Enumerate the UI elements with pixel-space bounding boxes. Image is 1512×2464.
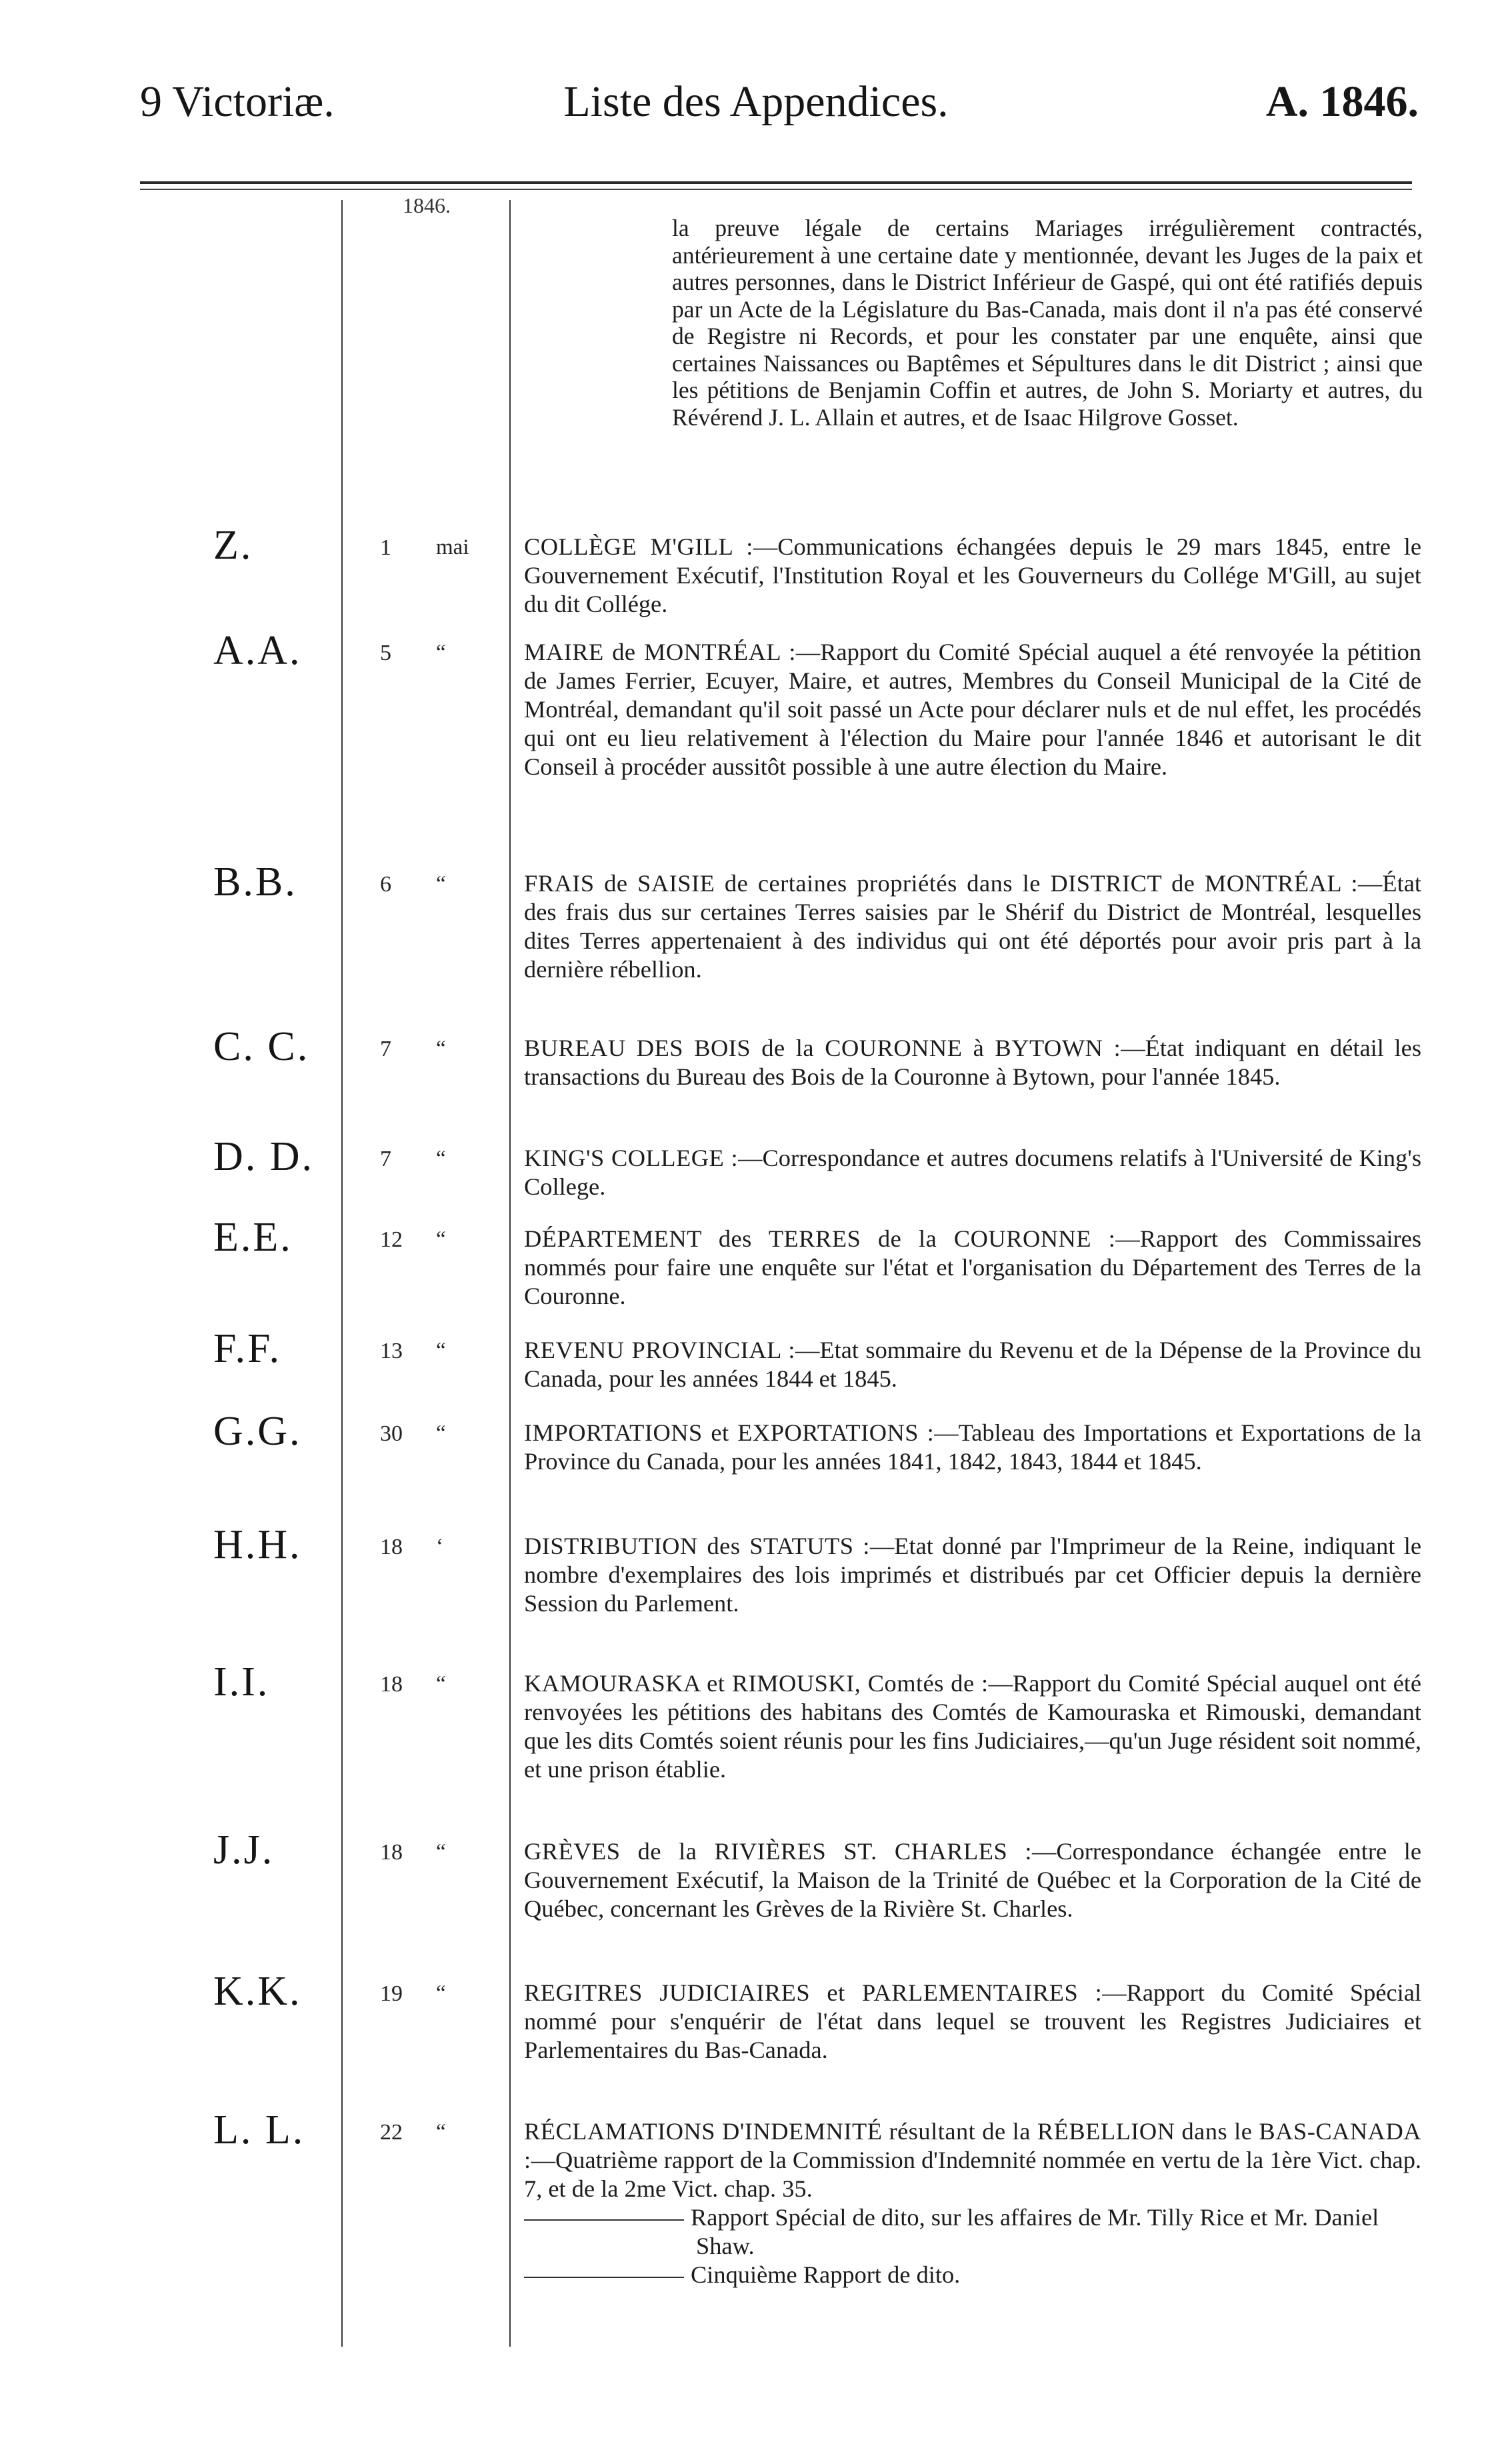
appendix-label: Z.	[213, 523, 253, 568]
running-header-title: Liste des Appendices.	[563, 77, 949, 126]
entry-title: RÉCLAMATIONS D'INDEMNITÉ résultant de la RÉBELLION dans le BAS-CANADA :	[524, 2118, 1421, 2173]
ditto-rule	[524, 2219, 684, 2221]
appendix-label: D. D.	[213, 1134, 315, 1179]
year-column-label: 1846.	[403, 193, 451, 217]
entry-body	[524, 1669, 1421, 1784]
entry-month: “	[436, 1981, 446, 2005]
appendix-label: L. L.	[213, 2107, 305, 2153]
entry-body	[524, 869, 1421, 984]
entry-title: DISTRIBUTION des STATUTS :	[524, 1533, 870, 1559]
ditto-rule	[524, 2277, 684, 2278]
entry-month: “	[436, 1037, 446, 1061]
entry-text: —Communications échangées depuis le 29 mars 1845, entre le Gouvernement Exécutif, l'Institution Royal et les Gouverneurs du Collége M'Gill, au sujet du dit Collége.	[524, 533, 1421, 617]
entry-month: “	[436, 1339, 446, 1363]
entry-day: 22	[380, 2120, 403, 2145]
entry-body	[524, 1144, 1421, 1201]
header-rule-thin	[140, 189, 1412, 190]
entry-text: —Rapport du Comité Spécial nommé pour s'enquérir de l'état dans lequel se trouvent les Registres Judiciaires et Parlementaires du Bas-Canada.	[524, 1979, 1421, 2063]
entry-title: KAMOURASKA et RIMOUSKI, Comtés de :	[524, 1670, 989, 1697]
entry-title: KING'S COLLEGE :	[524, 1145, 739, 1171]
column-divider-left	[341, 200, 343, 2347]
entry-text: —Tableau des Importations et Exportations de la Province du Canada, pour les années 1841, 1842, 1843, 1844 et 1845.	[524, 1419, 1421, 1475]
entry-day: 19	[380, 1981, 403, 2006]
entry-month: “	[436, 641, 446, 665]
entry-text: —Correspondance et autres documens relatifs à l'Université de King's College.	[524, 1145, 1421, 1200]
appendix-label: B.B.	[213, 859, 297, 905]
entry-body	[524, 1336, 1421, 1393]
entry-text: —Etat donné par l'Imprimeur de la Reine, indiquant le nombre d'exemplaires des lois imprimés et distribués par cet Officier depuis la dernière Session du Parlement.	[524, 1533, 1421, 1617]
entry-month: “	[436, 1147, 446, 1171]
entry-day: 7	[380, 1037, 391, 1061]
entry-body	[524, 1837, 1421, 1923]
entry-title: REVENU PROVINCIAL :	[524, 1337, 796, 1363]
entry-text: —Rapport du Comité Spécial auquel a été renvoyée la pétition de James Ferrier, Ecuyer, Maire, et autres, Membres du Conseil Municipal de la Cité de Montréal, demandant qu'il soit passé un Acte pour déclarer nuls et de nul effet, les procédés qui ont eu lieu relativement à l'élection du Maire pour l'année 1846 et autorisant le dit Conseil à procéder aussitôt possible à une autre élection du Maire.	[524, 639, 1421, 780]
appendix-label: G.G.	[213, 1409, 302, 1454]
appendix-label: K.K.	[213, 1969, 302, 2014]
sub-item-text: Cinquième Rapport de dito.	[691, 2261, 961, 2288]
entry-month: “	[436, 2120, 446, 2144]
entry-day: 6	[380, 872, 391, 897]
entry-title: IMPORTATIONS et EXPORTATIONS :	[524, 1419, 935, 1446]
entry-body	[524, 533, 1421, 619]
entry-text: —Etat sommaire du Revenu et de la Dépense de la Province du Canada, pour les années 1844 et 1845.	[524, 1337, 1421, 1392]
sub-item-text: Rapport Spécial de dito, sur les affaires de Mr. Tilly Rice et Mr. Daniel Shaw.	[691, 2204, 1379, 2259]
entry-text: —Rapport du Comité Spécial auquel ont été renvoyées les pétitions des habitans des Comtés de Kamouraska et Rimouski, demandant que les dits Comtés soient réunis pour les fins Judiciaires,—qu'un Juge résident soit nommé, et une prison établie.	[524, 1670, 1421, 1783]
appendix-label: I.I.	[213, 1659, 270, 1705]
intro-continuation-text: la preuve légale de certains Mariages irrégulièrement contractés, antérieurement à une certaine date y mentionnée, devant les Juges de la paix et autres personnes, dans le District Inférieur de Gaspé, qui ont été ratifiés depuis par un Acte de la Législature du Bas-Canada, mais dont il n'a pas été conservé de Registre ni Records, et pour les constater par une enquête, ainsi que certaines Naissances ou Baptêmes et Sépultures dans le dit District ; ainsi que les pétitions de Benjamin Coffin et autres, de John S. Moriarty et autres, du Révérend J. L. Allain et autres, et de Isaac Hilgrove Gosset.	[672, 215, 1423, 431]
entry-day: 18	[380, 1672, 403, 1697]
entry-day: 30	[380, 1421, 403, 1446]
entry-day: 5	[380, 641, 391, 665]
entry-title: REGITRES JUDICIAIRES et PARLEMENTAIRES :	[524, 1979, 1103, 2006]
appendix-label: J.J.	[213, 1827, 275, 1873]
appendix-label: A.A.	[213, 628, 302, 673]
entry-day: 18	[380, 1535, 403, 1559]
entry-month: mai	[436, 535, 469, 559]
entry-body	[524, 1225, 1421, 1311]
appendix-label: F.F.	[213, 1326, 282, 1371]
entry-month: “	[436, 1227, 446, 1251]
entry-month: ‘	[436, 1535, 443, 1559]
entry-text: —Quatrième rapport de la Commission d'Indemnité nommée en vertu de la 1ère Vict. chap. 7, et de la 2me Vict. chap. 35.	[524, 2147, 1421, 2202]
running-header-right: A. 1846.	[1265, 77, 1419, 126]
entry-title: DÉPARTEMENT des TERRES de la COURONNE :	[524, 1225, 1116, 1252]
entry-text: —Rapport des Commissaires nommés pour faire une enquête sur l'état et l'organisation du Département des Terres de la Couronne.	[524, 1225, 1421, 1309]
entry-month: “	[436, 1672, 446, 1696]
entry-body	[524, 1419, 1421, 1476]
entry-day: 13	[380, 1339, 403, 1363]
running-header-left: 9 Victoriæ.	[140, 77, 335, 126]
column-divider-right	[509, 200, 511, 2347]
entry-title: BUREAU DES BOIS de la COURONNE à BYTOWN :	[524, 1035, 1121, 1061]
entry-title: COLLÈGE M'GILL :	[524, 533, 753, 560]
entry-title: GRÈVES de la RIVIÈRES ST. CHARLES :	[524, 1838, 1032, 1865]
entry-text: —État indiquant en détail les transactions du Bureau des Bois de la Couronne à Bytown, pour l'année 1845.	[524, 1035, 1421, 1090]
entry-day: 18	[380, 1840, 403, 1865]
entry-month: “	[436, 872, 446, 896]
entry-body	[524, 2117, 1421, 2289]
entry-text: —Correspondance échangée entre le Gouvernement Exécutif, la Maison de la Trinité de Québec et la Corporation de la Cité de Québec, concernant les Grèves de la Rivière St. Charles.	[524, 1838, 1421, 1922]
entry-month: “	[436, 1840, 446, 1864]
entry-body	[524, 1532, 1421, 1618]
entry-body	[524, 1979, 1421, 2065]
entry-day: 12	[380, 1227, 403, 1252]
header-rule-thick	[140, 181, 1412, 184]
entry-day: 7	[380, 1147, 391, 1171]
entry-sub-item	[524, 2203, 1421, 2261]
entry-month: “	[436, 1421, 446, 1445]
appendix-label: E.E.	[213, 1215, 293, 1260]
appendix-label: H.H.	[213, 1522, 302, 1567]
entry-title: FRAIS de SAISIE de certaines propriétés dans le DISTRICT de MONTRÉAL :	[524, 870, 1358, 897]
entry-body	[524, 1034, 1421, 1091]
entry-text: —État des frais dus sur certaines Terres saisies par le Shérif du District de Montréal, lesquelles dites Terres appertenaient à des individus qui ont été déportés pour avoir pris part à la dernière rébellion.	[524, 870, 1421, 983]
entry-sub-item	[524, 2261, 1421, 2289]
appendix-label: C. C.	[213, 1024, 310, 1069]
entry-day: 1	[380, 535, 391, 560]
entry-title: MAIRE de MONTRÉAL :	[524, 639, 796, 665]
entry-body	[524, 638, 1421, 781]
